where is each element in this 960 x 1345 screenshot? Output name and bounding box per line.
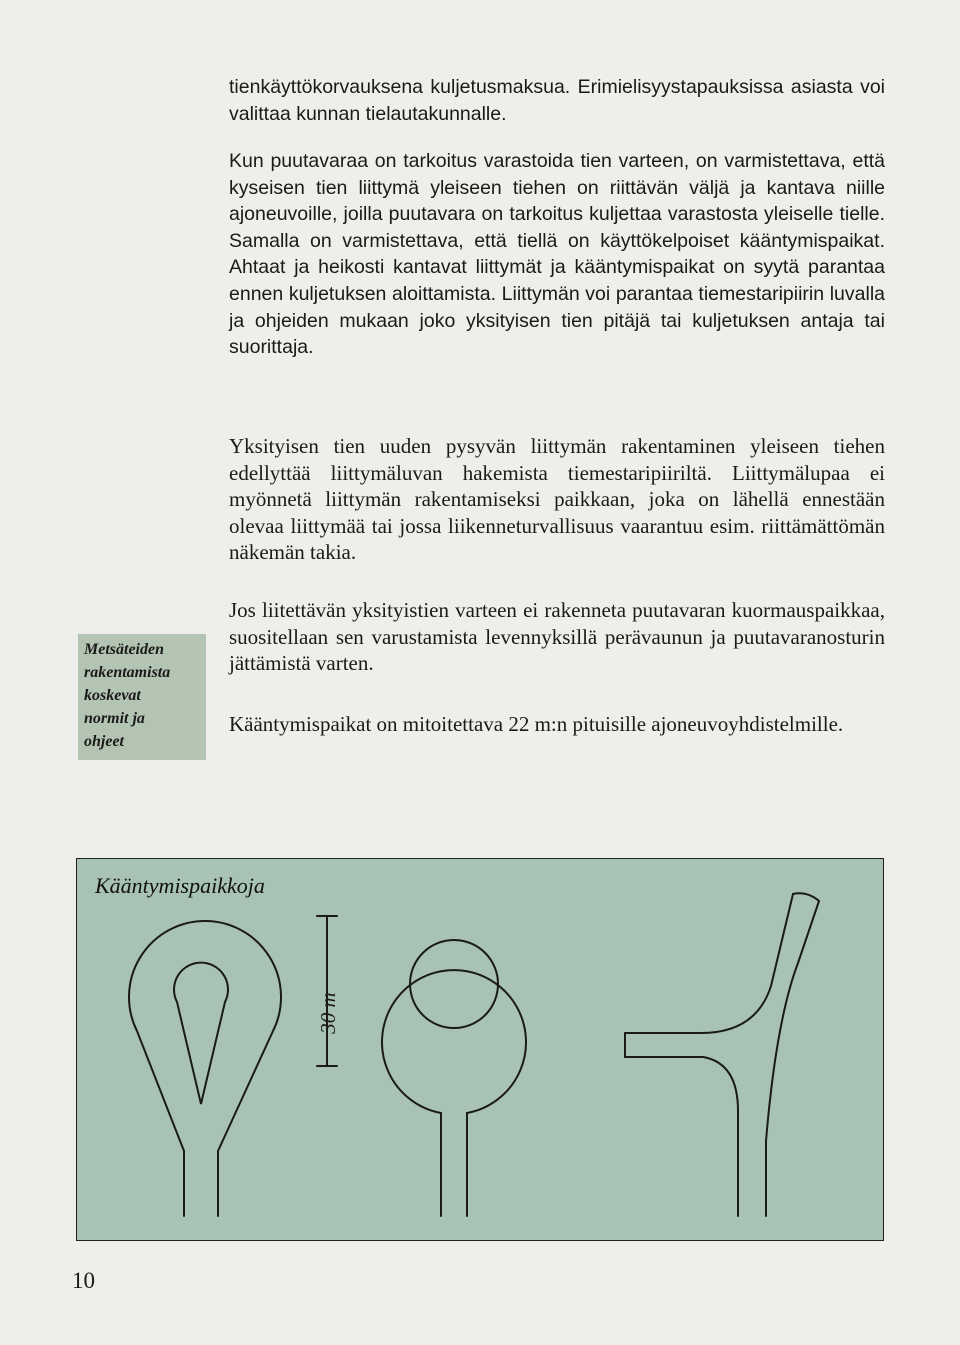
paragraph-intro: tienkäyttökorvauksena kuljetusmaksua. Erimielisyystapauksissa asiasta voi valittaa kunnan tielautakunnalle.: [229, 76, 885, 125]
margin-note-line: ohjeet: [84, 733, 124, 750]
t-right-edge: [625, 1057, 738, 1216]
circular-turning-place: [382, 940, 526, 1216]
loop-inner-island: [174, 963, 228, 1104]
paragraph-turning-places: Kääntymispaikat on mitoitettava 22 m:n pituisille ajoneuvoyhdistelmille.: [229, 712, 844, 736]
figure-caption: Kääntymispaikkoja: [95, 873, 265, 898]
paragraph-widening: Jos liitettävän yksityistien varteen ei rakenneta puutavaran kuormauspaikkaa, suositellaan sen varustamista levennyksillä perävaunun ja puutavaranosturin jättämistä varten.: [229, 598, 885, 676]
circle-outer-edge: [382, 970, 526, 1216]
t-road-edge: [766, 901, 819, 1216]
turning-places-figure: [76, 858, 884, 1241]
loop-turning-place: [129, 921, 281, 1216]
dimension-label: 30 m: [316, 992, 340, 1034]
circle-inner-island: [410, 940, 498, 1028]
t-turning-place: [625, 893, 819, 1216]
paragraph-junction-permit: Yksityisen tien uuden pysyvän liittymän rakentaminen yleiseen tiehen edellyttää liittymäluvan hakemista tiemestaripiiriltä. Liittymälupaa ei myönnetä liittymän rakentamiseksi paikkaan, joka on lähellä ennestään olevaa liittymää tai jossa liikenneturvallisuus vaarantuu esim. riittämättömän näkemän takia.: [229, 434, 885, 565]
margin-note-line: Metsäteiden: [84, 641, 164, 658]
paragraph-storage: Kun puutavaraa on tarkoitus varastoida tien varteen, on varmistettava, että kyseisen tien liittymä yleiseen tiehen on riittävän väljä ja kantava niille ajoneuvoille, joilla puutavara on tarkoitus kuljettaa varastosta yleiselle tielle. Samalla on varmistettava, että tiellä on käyttökelpoiset kääntymispaikat. Ahtaat ja heikosti kantavat liittymät ja kääntymispaikat on syytä parantaa ennen kuljetuksen aloittamista. Liittymän voi parantaa tiemestaripiirin luvalla ja ohjeiden mukaan joko yksityisen tien pitäjä tai kuljetuksen antaja tai suorittaja.: [229, 150, 885, 359]
margin-note-line: koskevat: [84, 687, 141, 704]
margin-note-line: normit ja: [84, 710, 145, 727]
dimension-marker: [317, 916, 337, 1066]
page-number: 10: [72, 1268, 95, 1293]
margin-note-line: rakentamista: [84, 664, 171, 681]
margin-note: [78, 634, 206, 760]
t-left-edge: [625, 893, 819, 1033]
loop-outer-edge: [129, 921, 281, 1216]
turning-places-diagram: [77, 859, 883, 1240]
